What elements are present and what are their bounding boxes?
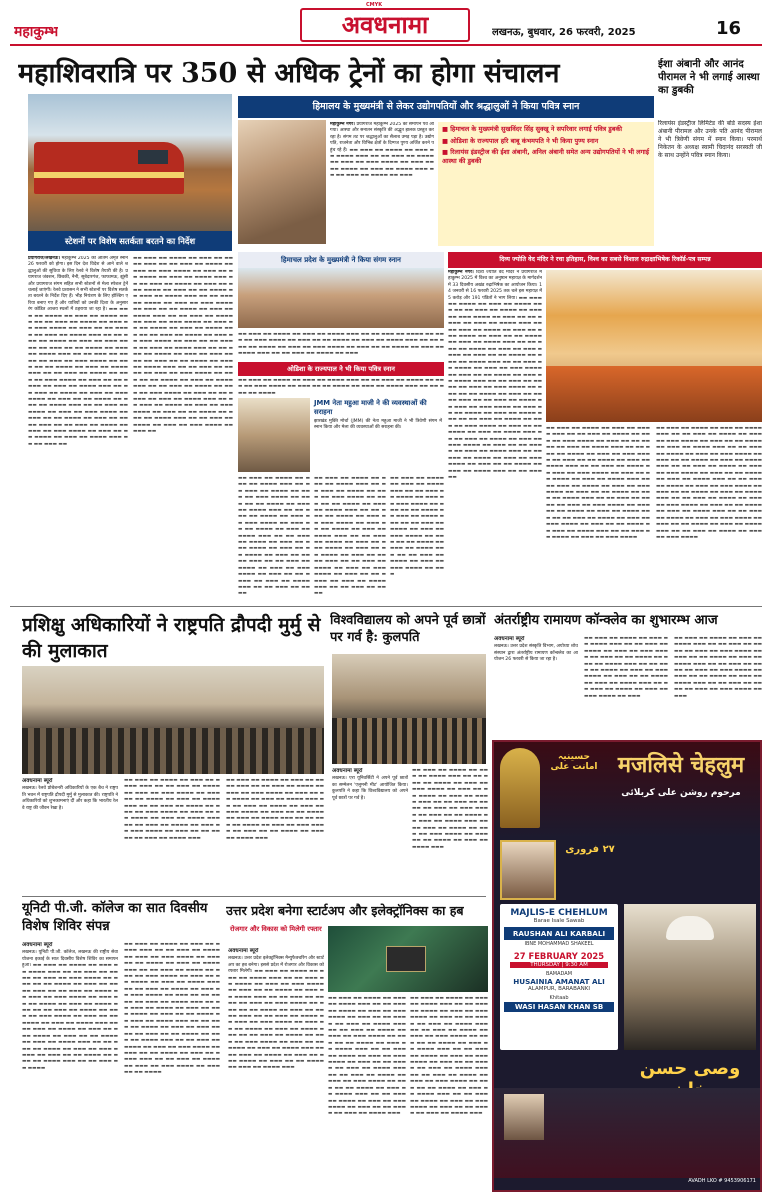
- odisha-caption: ओडिशा के राज्यपाल ने भी किया पवित्र स्नान: [287, 365, 395, 373]
- president-headline: प्रशिक्षु अधिकारियों ने राष्ट्रपति द्रौपदी मुर्मु से की मुलाकात: [22, 614, 321, 662]
- lead-body-col1: [28, 256, 128, 656]
- jmm-title: JMM नेता महुआ माजी ने की व्यवस्थाओं की सराहना: [314, 399, 427, 416]
- header-rule: [10, 44, 762, 46]
- odisha-text: ▬▬ ▬▬▬ ▬▬ ▬▬▬▬ ▬▬ ▬▬▬ ▬▬ ▬▬▬▬ ▬▬▬ ▬▬ ▬▬ ▬▬▬ ▬▬ ▬▬▬▬ ▬▬ ▬▬▬ ▬▬ ▬▬▬ ▬▬▬▬ ▬▬ ▬▬▬ ▬▬ ▬▬ ▬▬▬▬ ▬▬ ▬▬▬ ▬▬ ▬▬▬▬ ▬▬▬ ▬▬ ▬▬ ▬▬▬ ▬▬ ▬▬▬▬: [238, 378, 444, 396]
- dateline: लखनऊ, बुधवार, 26 फरवरी, 2025: [492, 27, 636, 38]
- highlight-text: ओडिशा के राज्यपाल हरि बाबू कंभमपति ने भी किया पुण्य स्नान: [450, 136, 599, 145]
- train-stripe: [34, 172, 184, 178]
- train-photo: [28, 94, 232, 231]
- highlight-item: ■ ओडिशा के राज्यपाल हरि बाबू कंभमपति ने भी किया पुण्य स्नान: [442, 136, 599, 145]
- guinness-banner-text: दिव्य ज्योति वेद मंदिर ने रचा इतिहास, विश्व का सबसे विशाल रुद्राक्षाभिषेक रिकॉर्ड-पत्र सम्पन्न: [499, 256, 711, 263]
- guinness-col3: ▬▬ ▬▬▬ ▬▬ ▬▬▬▬ ▬▬ ▬▬▬ ▬▬ ▬▬▬▬ ▬▬▬ ▬▬ ▬▬ ▬▬▬ ▬▬ ▬▬▬▬ ▬▬ ▬▬▬ ▬▬ ▬▬▬ ▬▬▬▬ ▬▬ ▬▬▬ ▬▬ ▬▬ ▬▬▬▬ ▬▬ ▬▬▬ ▬▬ ▬▬▬▬ ▬▬▬ ▬▬ ▬▬ ▬▬▬ ▬▬ ▬▬▬▬ ▬▬ ▬▬▬ ▬▬ ▬▬▬ ▬▬▬▬ ▬▬ ▬▬▬ ▬▬ ▬▬ ▬▬▬▬ ▬▬ ▬▬▬ ▬▬ ▬▬▬▬ ▬▬▬ ▬▬ ▬▬ ▬▬▬ ▬▬ ▬▬▬▬ ▬▬ ▬▬▬ ▬▬ ▬▬▬ ▬▬▬▬ ▬▬ ▬▬▬ ▬▬ ▬▬ ▬▬▬▬ ▬▬ ▬▬▬ ▬▬ ▬▬▬▬ ▬▬▬ ▬▬ ▬▬ ▬▬▬ ▬▬ ▬▬▬▬ ▬▬ ▬▬▬ ▬▬ ▬▬▬ ▬▬▬▬ ▬▬ ▬▬▬ ▬▬ ▬▬ ▬▬▬▬ ▬▬ ▬▬▬ ▬▬ ▬▬▬▬ ▬▬▬ ▬▬ ▬▬ ▬▬▬ ▬▬ ▬▬▬▬ ▬▬ ▬▬▬ ▬▬ ▬▬▬ ▬▬▬▬ ▬▬ ▬▬▬ ▬▬ ▬▬ ▬▬▬▬ ▬▬ ▬▬▬ ▬▬ ▬▬▬▬ ▬▬▬ ▬▬ ▬▬ ▬▬▬ ▬▬ ▬▬▬▬ ▬▬ ▬▬▬ ▬▬ ▬▬▬ ▬▬▬▬ ▬▬ ▬▬▬ ▬▬ ▬▬ ▬▬▬▬ ▬▬ ▬▬▬ ▬▬ ▬▬▬▬ ▬▬▬ ▬▬ ▬▬ ▬▬▬ ▬▬ ▬▬▬▬ ▬▬ ▬▬▬ ▬▬ ▬▬▬ ▬▬▬▬: [656, 426, 762, 540]
- himachal-headline-bar: [238, 96, 654, 118]
- himachal-lower-col3: ▬▬ ▬▬▬ ▬▬ ▬▬▬▬ ▬▬ ▬▬▬ ▬▬ ▬▬▬▬ ▬▬▬ ▬▬ ▬▬ ▬▬▬ ▬▬ ▬▬▬▬ ▬▬ ▬▬▬ ▬▬ ▬▬▬ ▬▬▬▬ ▬▬ ▬▬▬ ▬▬ ▬▬ ▬▬▬▬ ▬▬ ▬▬▬ ▬▬ ▬▬▬▬ ▬▬▬ ▬▬ ▬▬ ▬▬▬ ▬▬ ▬▬▬▬ ▬▬ ▬▬▬ ▬▬ ▬▬▬ ▬▬▬▬ ▬▬ ▬▬▬ ▬▬ ▬▬ ▬▬▬▬ ▬▬ ▬▬▬ ▬▬ ▬▬▬▬ ▬▬▬ ▬▬ ▬▬ ▬▬▬ ▬▬ ▬▬▬▬ ▬▬ ▬▬▬ ▬▬ ▬▬▬ ▬▬▬▬ ▬▬ ▬▬▬: [390, 476, 444, 578]
- guinness-byline: महाकुम्भ नगर।: [448, 270, 474, 275]
- president-col2: ▬▬ ▬▬▬ ▬▬ ▬▬▬▬ ▬▬ ▬▬▬ ▬▬ ▬▬▬▬ ▬▬▬ ▬▬ ▬▬ ▬▬▬ ▬▬ ▬▬▬▬ ▬▬ ▬▬▬ ▬▬ ▬▬▬ ▬▬▬▬ ▬▬ ▬▬▬ ▬▬ ▬▬ ▬▬▬▬ ▬▬ ▬▬▬ ▬▬ ▬▬▬▬ ▬▬▬ ▬▬ ▬▬ ▬▬▬ ▬▬ ▬▬▬▬ ▬▬ ▬▬▬ ▬▬ ▬▬▬ ▬▬▬▬ ▬▬ ▬▬▬ ▬▬ ▬▬ ▬▬▬▬ ▬▬ ▬▬▬ ▬▬ ▬▬▬▬ ▬▬▬ ▬▬ ▬▬ ▬▬▬ ▬▬ ▬▬▬▬ ▬▬ ▬▬▬ ▬▬ ▬▬▬ ▬▬▬▬ ▬▬ ▬▬▬ ▬▬ ▬▬ ▬▬▬▬ ▬▬ ▬▬▬ ▬▬ ▬▬▬▬ ▬▬▬: [124, 778, 220, 841]
- highlight-text: रिलायंस इंडस्ट्रीज की ईशा अंबानी, अनिल अंबानी समेत अन्य उद्योगपतियों ने भी लगाई आस्था की डुबकी: [442, 148, 649, 165]
- lead-body-col2: ▬▬ ▬▬▬ ▬▬ ▬▬▬▬ ▬▬ ▬▬▬ ▬▬ ▬▬▬▬ ▬▬▬ ▬▬ ▬▬ ▬▬▬ ▬▬ ▬▬▬▬ ▬▬ ▬▬▬ ▬▬ ▬▬▬ ▬▬▬▬ ▬▬ ▬▬▬ ▬▬ ▬▬ ▬▬▬▬ ▬▬ ▬▬▬ ▬▬ ▬▬▬▬ ▬▬▬ ▬▬ ▬▬ ▬▬▬ ▬▬ ▬▬▬▬ ▬▬ ▬▬▬ ▬▬ ▬▬▬ ▬▬▬▬ ▬▬ ▬▬▬ ▬▬ ▬▬ ▬▬▬▬ ▬▬ ▬▬▬ ▬▬ ▬▬▬▬ ▬▬▬ ▬▬ ▬▬ ▬▬▬ ▬▬ ▬▬▬▬ ▬▬ ▬▬▬ ▬▬ ▬▬▬ ▬▬▬▬ ▬▬ ▬▬▬ ▬▬ ▬▬ ▬▬▬▬ ▬▬ ▬▬▬ ▬▬ ▬▬▬▬ ▬▬▬ ▬▬ ▬▬ ▬▬▬ ▬▬ ▬▬▬▬ ▬▬ ▬▬▬ ▬▬ ▬▬▬ ▬▬▬▬ ▬▬ ▬▬▬ ▬▬ ▬▬ ▬▬▬▬ ▬▬ ▬▬▬ ▬▬ ▬▬▬▬ ▬▬▬ ▬▬ ▬▬ ▬▬▬ ▬▬ ▬▬▬▬ ▬▬ ▬▬▬ ▬▬ ▬▬▬ ▬▬▬▬ ▬▬ ▬▬▬ ▬▬ ▬▬ ▬▬▬▬ ▬▬ ▬▬▬ ▬▬ ▬▬▬▬ ▬▬▬ ▬▬ ▬▬ ▬▬▬ ▬▬ ▬▬▬▬ ▬▬ ▬▬▬ ▬▬ ▬▬▬ ▬▬▬▬ ▬▬ ▬▬▬ ▬▬ ▬▬ ▬▬▬▬ ▬▬ ▬▬▬ ▬▬ ▬▬▬▬ ▬▬▬ ▬▬ ▬▬ ▬▬▬ ▬▬ ▬▬▬▬ ▬▬ ▬▬▬ ▬▬ ▬▬▬ ▬▬▬▬ ▬▬ ▬▬▬ ▬▬ ▬▬ ▬▬▬▬ ▬▬ ▬▬▬ ▬▬ ▬▬▬▬ ▬▬▬ ▬▬ ▬▬ ▬▬▬ ▬▬ ▬▬▬▬ ▬▬ ▬▬▬ ▬▬ ▬▬▬ ▬▬▬▬ ▬▬ ▬▬▬ ▬▬ ▬▬ ▬▬▬▬ ▬▬ ▬▬▬ ▬▬ ▬▬▬▬ ▬▬▬ ▬▬ ▬▬ ▬▬▬ ▬▬ ▬▬▬▬ ▬▬ ▬▬▬ ▬▬ ▬▬▬ ▬▬▬▬ ▬▬ ▬▬▬ ▬▬ ▬▬ ▬▬▬▬ ▬▬ ▬▬▬ ▬▬ ▬▬▬▬ ▬▬▬ ▬▬ ▬▬ ▬▬▬ ▬▬ ▬▬▬▬ ▬▬ ▬▬▬ ▬▬ ▬▬▬ ▬▬▬▬ ▬▬ ▬▬▬ ▬▬: [133, 256, 233, 434]
- unity-body: लखनऊ। यूनिटी पी.जी. कॉलेज, लखनऊ की राष्ट्रीय सेवा योजना इकाई के सात दिवसीय विशेष शिविर का समापन हुआ।: [22, 950, 118, 969]
- ad-speaker-urdu: وصی حسن: [639, 1058, 741, 1079]
- column-filler: ▬▬ ▬▬▬ ▬▬ ▬▬▬▬ ▬▬ ▬▬▬ ▬▬ ▬▬▬▬ ▬▬▬ ▬▬ ▬▬ ▬▬▬ ▬▬ ▬▬▬▬ ▬▬ ▬▬▬ ▬▬ ▬▬▬ ▬▬▬▬ ▬▬ ▬▬▬ ▬▬ ▬▬ ▬▬▬▬ ▬▬ ▬▬▬ ▬▬ ▬▬▬▬ ▬▬▬ ▬▬ ▬▬ ▬▬▬ ▬▬ ▬▬▬▬ ▬▬ ▬▬▬ ▬▬ ▬▬▬ ▬▬▬▬ ▬▬ ▬▬▬ ▬▬ ▬▬ ▬▬▬▬ ▬▬ ▬▬▬ ▬▬ ▬▬▬▬ ▬▬▬ ▬▬ ▬▬ ▬▬▬ ▬▬ ▬▬▬▬ ▬▬ ▬▬▬ ▬▬ ▬▬▬ ▬▬▬▬ ▬▬ ▬▬▬ ▬▬ ▬▬ ▬▬▬▬ ▬▬ ▬▬▬ ▬▬ ▬▬▬▬ ▬▬▬ ▬▬ ▬▬ ▬▬▬ ▬▬ ▬▬▬▬ ▬▬ ▬▬▬ ▬▬ ▬▬▬ ▬▬▬▬ ▬▬ ▬▬▬ ▬▬ ▬▬ ▬▬▬▬ ▬▬ ▬▬▬ ▬▬ ▬▬▬▬ ▬▬▬ ▬▬ ▬▬ ▬▬▬ ▬▬ ▬▬▬▬ ▬▬ ▬▬▬ ▬▬ ▬▬▬ ▬▬▬▬ ▬▬ ▬▬▬ ▬▬ ▬▬ ▬▬▬▬ ▬▬ ▬▬▬ ▬▬ ▬▬▬▬ ▬▬▬ ▬▬ ▬▬ ▬▬▬ ▬▬ ▬▬▬▬ ▬▬ ▬▬▬ ▬▬ ▬▬▬ ▬▬▬▬ ▬▬ ▬▬▬ ▬▬ ▬▬ ▬▬▬▬ ▬▬ ▬▬▬ ▬▬ ▬▬▬▬ ▬▬▬ ▬▬ ▬▬ ▬▬▬ ▬▬ ▬▬▬▬ ▬▬ ▬▬▬ ▬▬ ▬▬▬ ▬▬▬▬ ▬▬ ▬▬▬ ▬▬ ▬▬ ▬▬▬▬ ▬▬ ▬▬▬ ▬▬ ▬▬▬▬ ▬▬▬ ▬▬ ▬▬ ▬▬▬ ▬▬: [28, 307, 128, 447]
- ramayan-body: लखनऊ। उत्तर प्रदेश संस्कृति विभाग, अयोध्या शोध संस्थान द्वारा अंतर्राष्ट्रीय रामायण कॉन्क्लेव का आयोजन 26 फरवरी से किया जा रहा है।: [494, 644, 578, 663]
- ad-footer: AVADH LKO # 9453906171: [688, 1178, 756, 1184]
- himachal-lower-col1: ▬▬ ▬▬▬ ▬▬ ▬▬▬▬ ▬▬ ▬▬▬ ▬▬ ▬▬▬▬ ▬▬▬ ▬▬ ▬▬ ▬▬▬ ▬▬ ▬▬▬▬ ▬▬ ▬▬▬ ▬▬ ▬▬▬ ▬▬▬▬ ▬▬ ▬▬▬ ▬▬ ▬▬ ▬▬▬▬ ▬▬ ▬▬▬ ▬▬ ▬▬▬▬ ▬▬▬ ▬▬ ▬▬ ▬▬▬ ▬▬ ▬▬▬▬ ▬▬ ▬▬▬ ▬▬ ▬▬▬ ▬▬▬▬ ▬▬ ▬▬▬ ▬▬ ▬▬ ▬▬▬▬ ▬▬ ▬▬▬ ▬▬ ▬▬▬▬ ▬▬▬ ▬▬ ▬▬ ▬▬▬ ▬▬ ▬▬▬▬ ▬▬ ▬▬▬ ▬▬ ▬▬▬ ▬▬▬▬ ▬▬ ▬▬▬ ▬▬ ▬▬ ▬▬▬▬ ▬▬ ▬▬▬ ▬▬ ▬▬▬▬ ▬▬▬ ▬▬ ▬▬ ▬▬▬ ▬▬ ▬▬▬▬ ▬▬ ▬▬▬ ▬▬ ▬▬▬ ▬▬▬▬ ▬▬ ▬▬▬ ▬▬ ▬▬ ▬▬▬▬ ▬▬ ▬▬▬ ▬▬ ▬▬▬▬ ▬▬▬ ▬▬ ▬▬ ▬▬▬ ▬▬ ▬▬▬▬: [238, 476, 310, 597]
- ad-turban: [666, 916, 714, 940]
- startup-col2: ▬▬ ▬▬▬ ▬▬ ▬▬▬▬ ▬▬ ▬▬▬ ▬▬ ▬▬▬▬ ▬▬▬ ▬▬ ▬▬ ▬▬▬ ▬▬ ▬▬▬▬ ▬▬ ▬▬▬ ▬▬ ▬▬▬ ▬▬▬▬ ▬▬ ▬▬▬ ▬▬ ▬▬ ▬▬▬▬ ▬▬ ▬▬▬ ▬▬ ▬▬▬▬ ▬▬▬ ▬▬ ▬▬ ▬▬▬ ▬▬ ▬▬▬▬ ▬▬ ▬▬▬ ▬▬ ▬▬▬ ▬▬▬▬ ▬▬ ▬▬▬ ▬▬ ▬▬ ▬▬▬▬ ▬▬ ▬▬▬ ▬▬ ▬▬▬▬ ▬▬▬ ▬▬ ▬▬ ▬▬▬ ▬▬ ▬▬▬▬ ▬▬ ▬▬▬ ▬▬ ▬▬▬ ▬▬▬▬ ▬▬ ▬▬▬ ▬▬ ▬▬ ▬▬▬▬ ▬▬ ▬▬▬ ▬▬ ▬▬▬▬ ▬▬▬ ▬▬ ▬▬ ▬▬▬ ▬▬ ▬▬▬▬ ▬▬ ▬▬▬ ▬▬ ▬▬▬ ▬▬▬▬ ▬▬ ▬▬▬ ▬▬ ▬▬ ▬▬▬▬ ▬▬ ▬▬▬ ▬▬ ▬▬▬▬ ▬▬▬ ▬▬ ▬▬ ▬▬▬ ▬▬ ▬▬▬▬ ▬▬ ▬▬▬ ▬▬ ▬▬▬ ▬▬▬▬ ▬▬ ▬▬▬ ▬▬ ▬▬ ▬▬▬▬ ▬▬ ▬▬▬ ▬▬ ▬▬▬▬ ▬▬▬: [328, 996, 406, 1117]
- isha-headline: ईशा अंबानी और आनंद पीरामल ने भी लगाई आस्था का डुबकी: [658, 59, 760, 96]
- ramayan-col1: [494, 636, 578, 736]
- ad-english-block: [500, 904, 618, 1050]
- section-divider: [22, 896, 486, 897]
- isha-body: रिलायंस इंडस्ट्रीज लिमिटेड की बोर्ड सदस्य ईशा अंबानी पीरामल और उनके पति आनंद पीरामल ने भी त्रिवेणी संगम में स्नान किया। परमार्थ निकेतन के अध्यक्ष स्वामी चिदानंद सरस्वती जी के साथ उन्होंने पवित्र स्नान किया।: [658, 120, 762, 159]
- lead-headline: महाशिवरात्रि पर 350 से अधिक ट्रेनों का होगा संचालन: [18, 58, 560, 89]
- masthead-title: अवधनामा: [341, 10, 429, 39]
- ad-en-name: RAUSHAN ALI KARBALI: [504, 927, 614, 940]
- jmm-body: झारखंड मुक्ति मोर्चा (JMM) की नेता महुआ माजी ने भी त्रिवेणी संगम में स्नान किया और मेला की व्यवस्थाओं की सराहना की।: [314, 419, 442, 431]
- university-body: लखनऊ। एरा यूनिवर्सिटी ने अपने पूर्व छात्रों का सम्मेलन 'एलुमनी मीट' आयोजित किया। कुलपति ने कहा कि विश्वविद्यालय को अपने पूर्व छात्रों पर गर्व है।: [332, 776, 408, 801]
- odisha-photo: [238, 398, 310, 472]
- university-byline: अवधनामा ब्यूरो: [332, 768, 363, 774]
- column-filler: ▬▬ ▬▬▬ ▬▬ ▬▬▬▬ ▬▬ ▬▬▬ ▬▬ ▬▬▬▬ ▬▬▬ ▬▬ ▬▬ ▬▬▬ ▬▬ ▬▬▬▬ ▬▬ ▬▬▬ ▬▬ ▬▬▬ ▬▬▬▬ ▬▬ ▬▬▬ ▬▬ ▬▬ ▬▬▬▬ ▬▬ ▬▬▬ ▬▬ ▬▬▬▬ ▬▬▬ ▬▬ ▬▬ ▬▬▬ ▬▬ ▬▬▬▬ ▬▬ ▬▬▬ ▬▬ ▬▬▬ ▬▬▬▬ ▬▬ ▬▬▬ ▬▬ ▬▬ ▬▬▬▬ ▬▬ ▬▬▬ ▬▬ ▬▬▬▬ ▬▬▬ ▬▬ ▬▬ ▬▬▬ ▬▬ ▬▬▬▬ ▬▬ ▬▬▬: [238, 332, 444, 357]
- train-window: [138, 150, 168, 164]
- startup-byline: अवधनामा ब्यूरो: [228, 948, 259, 954]
- ad-en-title: MAJLIS-E CHEHLUM: [510, 908, 608, 918]
- unity-col2: ▬▬ ▬▬▬ ▬▬ ▬▬▬▬ ▬▬ ▬▬▬ ▬▬ ▬▬▬▬ ▬▬▬ ▬▬ ▬▬ ▬▬▬ ▬▬ ▬▬▬▬ ▬▬ ▬▬▬ ▬▬ ▬▬▬ ▬▬▬▬ ▬▬ ▬▬▬ ▬▬ ▬▬ ▬▬▬▬ ▬▬ ▬▬▬ ▬▬ ▬▬▬▬ ▬▬▬ ▬▬ ▬▬ ▬▬▬ ▬▬ ▬▬▬▬ ▬▬ ▬▬▬ ▬▬ ▬▬▬ ▬▬▬▬ ▬▬ ▬▬▬ ▬▬ ▬▬ ▬▬▬▬ ▬▬ ▬▬▬ ▬▬ ▬▬▬▬ ▬▬▬ ▬▬ ▬▬ ▬▬▬ ▬▬ ▬▬▬▬ ▬▬ ▬▬▬ ▬▬ ▬▬▬ ▬▬▬▬ ▬▬ ▬▬▬ ▬▬ ▬▬ ▬▬▬▬ ▬▬ ▬▬▬ ▬▬ ▬▬▬▬ ▬▬▬ ▬▬ ▬▬ ▬▬▬ ▬▬ ▬▬▬▬ ▬▬ ▬▬▬ ▬▬ ▬▬▬ ▬▬▬▬ ▬▬ ▬▬▬ ▬▬ ▬▬ ▬▬▬▬ ▬▬ ▬▬▬ ▬▬ ▬▬▬▬ ▬▬▬ ▬▬ ▬▬ ▬▬▬ ▬▬ ▬▬▬▬ ▬▬ ▬▬▬ ▬▬ ▬▬▬ ▬▬▬▬ ▬▬ ▬▬▬ ▬▬ ▬▬ ▬▬▬▬ ▬▬ ▬▬▬ ▬▬ ▬▬▬▬ ▬▬▬ ▬▬ ▬▬ ▬▬▬ ▬▬ ▬▬▬▬ ▬▬ ▬▬▬ ▬▬ ▬▬▬ ▬▬▬▬ ▬▬ ▬▬▬ ▬▬ ▬▬ ▬▬▬▬ ▬▬ ▬▬▬ ▬▬ ▬▬▬▬ ▬▬▬ ▬▬ ▬▬ ▬▬▬ ▬▬ ▬▬▬▬ ▬▬ ▬▬▬ ▬▬ ▬▬▬ ▬▬▬▬ ▬▬ ▬▬▬ ▬▬ ▬▬ ▬▬▬▬: [124, 942, 220, 1076]
- column-filler: ▬▬ ▬▬▬ ▬▬ ▬▬▬▬ ▬▬ ▬▬▬ ▬▬ ▬▬▬▬ ▬▬▬ ▬▬ ▬▬ ▬▬▬ ▬▬ ▬▬▬▬ ▬▬ ▬▬▬ ▬▬ ▬▬▬ ▬▬▬▬ ▬▬ ▬▬▬ ▬▬ ▬▬ ▬▬▬▬ ▬▬ ▬▬▬ ▬▬ ▬▬▬▬ ▬▬▬ ▬▬ ▬▬ ▬▬▬ ▬▬ ▬▬▬▬ ▬▬ ▬▬▬ ▬▬ ▬▬▬ ▬▬▬▬ ▬▬ ▬▬▬ ▬▬ ▬▬ ▬▬▬▬ ▬▬ ▬▬▬ ▬▬ ▬▬▬▬ ▬▬▬ ▬▬ ▬▬ ▬▬▬ ▬▬ ▬▬▬▬ ▬▬ ▬▬▬ ▬▬ ▬▬▬ ▬▬▬▬ ▬▬ ▬▬▬ ▬▬ ▬▬ ▬▬▬▬ ▬▬ ▬▬▬ ▬▬ ▬▬▬▬ ▬▬▬ ▬▬ ▬▬ ▬▬▬ ▬▬ ▬▬▬▬ ▬▬ ▬▬▬ ▬▬ ▬▬▬ ▬▬▬▬ ▬▬ ▬▬▬ ▬▬ ▬▬ ▬▬▬▬ ▬▬ ▬▬▬ ▬▬ ▬▬▬▬ ▬▬▬ ▬▬ ▬▬ ▬▬▬ ▬▬ ▬▬▬▬ ▬▬ ▬▬▬ ▬▬ ▬▬▬ ▬▬▬▬ ▬▬ ▬▬▬ ▬▬ ▬▬ ▬▬▬▬ ▬▬ ▬▬▬ ▬▬ ▬▬▬▬ ▬▬▬ ▬▬ ▬▬ ▬▬▬ ▬▬ ▬▬▬▬: [22, 963, 118, 1071]
- startup-headline: उत्तर प्रदेश बनेगा स्टार्टअप और इलेक्ट्रॉनिक्स का हब: [226, 903, 464, 918]
- unity-byline: अवधनामा ब्यूरो: [22, 942, 53, 948]
- president-byline: अवधनामा ब्यूरो: [22, 778, 53, 784]
- unity-headline: यूनिटी पी.जी. कॉलेज का सात दिवसीय विशेष शिविर संपन्न: [22, 901, 208, 934]
- president-body: लखनऊ। रेलवे प्रोबेशनरी अधिकारियों के एक बैच ने राष्ट्रपति भवन में राष्ट्रपति द्रौपदी मुर्मु से मुलाकात की। राष्ट्रपति ने अधिकारियों को शुभकामनाएं दीं और कहा कि भारतीय रेलवे राष्ट्र की जीवन रेखा है।: [22, 786, 118, 811]
- himachal-byline: महाकुम्भ नगर।: [330, 122, 355, 127]
- ad-en-rel: IBNE MOHAMMAD SHAKEEL: [524, 941, 594, 947]
- ad-venue-label: BAMADAM: [545, 971, 573, 977]
- ad-small-portrait: [504, 1094, 544, 1140]
- lead-body-text: महाकुम्भ 2025 का अंतिम अमृत स्नान 26 फरवरी को होगा। इस दिन देश विदेश से आने वाले श्रद्धालुओं की सुविधा के लिए रेलवे ने विशेष तैयारी की है। प्रयागराज जंक्शन, छिवकी, नैनी, सूबेदारगंज, फाफामऊ, झूंसी और प्रयागराज संगम सहित सभी स्टेशनों से मेला स्पेशल ट्रेनें चलाई जाएंगी। रेलवे प्रशासन ने सभी स्टेशनों पर विशेष सतर्कता बरतने के निर्देश दिए हैं। भीड़ नियंत्रण के लिए होल्डिंग एरिया बनाए गए हैं और यात्रियों को उनकी दिशा के अनुसार रंग कोडित आश्रय स्थलों में ठहराया जा रहा है।: [28, 256, 128, 313]
- chehlum-advert: [492, 740, 762, 1192]
- ramayan-byline: अवधनामा ब्यूरो: [494, 636, 525, 642]
- ad-title-hindi: मजलिसे चेहलुम: [617, 752, 745, 778]
- university-col1: [332, 768, 408, 892]
- university-headline: विश्वविद्यालय को अपने पूर्व छात्रों पर गर्व है: कुलपति: [330, 613, 486, 645]
- ad-en-date: 27 FEBRUARY 2025: [513, 951, 605, 961]
- section-divider: [10, 606, 762, 607]
- himachal-photo-text: [238, 332, 444, 360]
- guinness-banner: [448, 252, 762, 268]
- himachal-crowd-photo: [238, 120, 326, 244]
- president-col3: ▬▬ ▬▬▬ ▬▬ ▬▬▬▬ ▬▬ ▬▬▬ ▬▬ ▬▬▬▬ ▬▬▬ ▬▬ ▬▬ ▬▬▬ ▬▬ ▬▬▬▬ ▬▬ ▬▬▬ ▬▬ ▬▬▬ ▬▬▬▬ ▬▬ ▬▬▬ ▬▬ ▬▬ ▬▬▬▬ ▬▬ ▬▬▬ ▬▬ ▬▬▬▬ ▬▬▬ ▬▬ ▬▬ ▬▬▬ ▬▬ ▬▬▬▬ ▬▬ ▬▬▬ ▬▬ ▬▬▬ ▬▬▬▬ ▬▬ ▬▬▬ ▬▬ ▬▬ ▬▬▬▬ ▬▬ ▬▬▬ ▬▬ ▬▬▬▬ ▬▬▬ ▬▬ ▬▬ ▬▬▬ ▬▬ ▬▬▬▬ ▬▬ ▬▬▬ ▬▬ ▬▬▬ ▬▬▬▬ ▬▬ ▬▬▬ ▬▬ ▬▬ ▬▬▬▬ ▬▬ ▬▬▬ ▬▬ ▬▬▬▬ ▬▬▬: [226, 778, 324, 841]
- startup-sub-text: रोजगार और विकास को मिलेगी रफ्तार: [230, 925, 322, 933]
- odisha-caption-bar: [238, 362, 444, 376]
- himachal-headline: हिमालय के मुख्यमंत्री से लेकर उद्योगपतियों और श्रद्धालुओं ने किया पवित्र स्नान: [312, 101, 580, 112]
- page-header: [0, 0, 770, 46]
- ad-portrait: [500, 840, 556, 900]
- ramayan-col3: ▬▬ ▬▬▬ ▬▬ ▬▬▬▬ ▬▬ ▬▬▬ ▬▬ ▬▬▬▬ ▬▬▬ ▬▬ ▬▬ ▬▬▬ ▬▬ ▬▬▬▬ ▬▬ ▬▬▬ ▬▬ ▬▬▬ ▬▬▬▬ ▬▬ ▬▬▬ ▬▬ ▬▬ ▬▬▬▬ ▬▬ ▬▬▬ ▬▬ ▬▬▬▬ ▬▬▬ ▬▬ ▬▬ ▬▬▬ ▬▬ ▬▬▬▬ ▬▬ ▬▬▬ ▬▬ ▬▬▬ ▬▬▬▬ ▬▬ ▬▬▬ ▬▬ ▬▬ ▬▬▬▬ ▬▬ ▬▬▬ ▬▬ ▬▬▬▬ ▬▬▬ ▬▬ ▬▬ ▬▬▬ ▬▬ ▬▬▬▬ ▬▬ ▬▬▬ ▬▬ ▬▬▬ ▬▬▬▬ ▬▬ ▬▬▬: [674, 636, 762, 699]
- ad-shrine-image: [500, 748, 540, 828]
- column-filler: ▬▬ ▬▬▬ ▬▬ ▬▬▬▬ ▬▬ ▬▬▬ ▬▬ ▬▬▬▬ ▬▬▬ ▬▬ ▬▬ ▬▬▬ ▬▬ ▬▬▬▬ ▬▬ ▬▬▬ ▬▬ ▬▬▬ ▬▬▬▬ ▬▬ ▬▬▬ ▬▬ ▬▬ ▬▬▬▬ ▬▬ ▬▬▬ ▬▬ ▬▬▬▬ ▬▬▬ ▬▬ ▬▬ ▬▬▬ ▬▬ ▬▬▬▬ ▬▬ ▬▬▬: [330, 147, 434, 179]
- ad-en-day: THURSDAY | 9:30 AM: [510, 962, 608, 968]
- startup-body: लखनऊ। उत्तर प्रदेश इलेक्ट्रॉनिक्स मैन्युफैक्चरिंग और स्टार्टअप का हब बनेगा। इससे प्रदेश में रोजगार और विकास को रफ्तार मिलेगी।: [228, 956, 324, 975]
- ad-cleric-portrait: [624, 904, 756, 1050]
- masthead-logo: [300, 8, 470, 42]
- ad-place: ALAMPUR, BARABANKI: [528, 986, 590, 992]
- ad-urdu-name: مرحوم روشن علی کربلائی: [621, 788, 741, 798]
- university-photo: [332, 654, 486, 764]
- university-col2: ▬▬ ▬▬▬ ▬▬ ▬▬▬▬ ▬▬ ▬▬▬ ▬▬ ▬▬▬▬ ▬▬▬ ▬▬ ▬▬ ▬▬▬ ▬▬ ▬▬▬▬ ▬▬ ▬▬▬ ▬▬ ▬▬▬ ▬▬▬▬ ▬▬ ▬▬▬ ▬▬ ▬▬ ▬▬▬▬ ▬▬ ▬▬▬ ▬▬ ▬▬▬▬ ▬▬▬ ▬▬ ▬▬ ▬▬▬ ▬▬ ▬▬▬▬ ▬▬ ▬▬▬ ▬▬ ▬▬▬ ▬▬▬▬ ▬▬ ▬▬▬ ▬▬ ▬▬ ▬▬▬▬ ▬▬ ▬▬▬ ▬▬ ▬▬▬▬ ▬▬▬ ▬▬ ▬▬ ▬▬▬ ▬▬ ▬▬▬▬ ▬▬ ▬▬▬ ▬▬ ▬▬▬ ▬▬▬▬ ▬▬ ▬▬▬ ▬▬ ▬▬ ▬▬▬▬ ▬▬ ▬▬▬ ▬▬ ▬▬▬▬ ▬▬▬: [412, 768, 488, 850]
- highlight-item: ■ रिलायंस इंडस्ट्रीज की ईशा अंबानी, अनिल अंबानी समेत अन्य उद्योगपतियों ने भी लगाई आस्था की डुबकी: [442, 148, 649, 165]
- section-label: महाकुम्भ: [14, 24, 59, 40]
- guinness-stage: [546, 366, 762, 422]
- lead-dateline: प्रयागराज/लखनऊ।: [28, 256, 60, 261]
- president-photo: [22, 666, 324, 774]
- ad-khitab: Khitaab: [549, 995, 569, 1001]
- lead-photo-caption: स्टेशनों पर विशेष सतर्कता बरतने का निर्देश: [64, 236, 196, 246]
- startup-photo: [328, 926, 488, 992]
- president-col1: [22, 778, 118, 892]
- highlight-text: हिमाचल के मुख्यमंत्री सुखविंदर सिंह सुक्खू ने सपरिवार लगाई पवित्र डुबकी: [450, 125, 623, 133]
- cmyk-marker: CMYK: [366, 2, 383, 8]
- column-filler: ▬▬ ▬▬▬ ▬▬ ▬▬▬▬ ▬▬ ▬▬▬ ▬▬ ▬▬▬▬ ▬▬▬ ▬▬ ▬▬ ▬▬▬ ▬▬ ▬▬▬▬ ▬▬ ▬▬▬ ▬▬ ▬▬▬ ▬▬▬▬ ▬▬ ▬▬▬ ▬▬ ▬▬ ▬▬▬▬ ▬▬ ▬▬▬ ▬▬ ▬▬▬▬ ▬▬▬ ▬▬ ▬▬ ▬▬▬ ▬▬ ▬▬▬▬ ▬▬ ▬▬▬ ▬▬ ▬▬▬ ▬▬▬▬ ▬▬ ▬▬▬ ▬▬ ▬▬ ▬▬▬▬ ▬▬ ▬▬▬ ▬▬ ▬▬▬▬ ▬▬▬ ▬▬ ▬▬ ▬▬▬ ▬▬ ▬▬▬▬ ▬▬ ▬▬▬ ▬▬ ▬▬▬ ▬▬▬▬ ▬▬ ▬▬▬ ▬▬ ▬▬ ▬▬▬▬ ▬▬ ▬▬▬ ▬▬ ▬▬▬▬ ▬▬▬ ▬▬ ▬▬ ▬▬▬ ▬▬ ▬▬▬▬ ▬▬ ▬▬▬ ▬▬ ▬▬▬ ▬▬▬▬ ▬▬ ▬▬▬ ▬▬ ▬▬ ▬▬▬▬ ▬▬ ▬▬▬ ▬▬ ▬▬▬▬ ▬▬▬ ▬▬ ▬▬ ▬▬▬ ▬▬ ▬▬▬▬ ▬▬ ▬▬▬ ▬▬ ▬▬▬ ▬▬▬▬ ▬▬ ▬▬▬ ▬▬ ▬▬ ▬▬▬▬ ▬▬ ▬▬▬ ▬▬ ▬▬▬▬ ▬▬▬: [228, 969, 324, 1071]
- ad-venue: HUSAINIA AMANAT ALI: [513, 977, 605, 986]
- ad-en-sub: Barae Isale Sawab: [533, 918, 585, 924]
- lead-photo-caption-bar: [28, 231, 232, 251]
- ad-speaker: WASI HASAN KHAN SB: [504, 1002, 614, 1012]
- startup-col1: [228, 948, 324, 1192]
- page-number: 16: [716, 18, 742, 39]
- column-filler: ▬▬ ▬▬▬ ▬▬ ▬▬▬▬ ▬▬ ▬▬▬ ▬▬ ▬▬▬▬ ▬▬▬ ▬▬ ▬▬ ▬▬▬ ▬▬ ▬▬▬▬ ▬▬ ▬▬▬ ▬▬ ▬▬▬ ▬▬▬▬ ▬▬ ▬▬▬ ▬▬ ▬▬ ▬▬▬▬ ▬▬ ▬▬▬ ▬▬ ▬▬▬▬ ▬▬▬ ▬▬ ▬▬ ▬▬▬ ▬▬ ▬▬▬▬ ▬▬ ▬▬▬ ▬▬ ▬▬▬ ▬▬▬▬ ▬▬ ▬▬▬ ▬▬ ▬▬ ▬▬▬▬ ▬▬ ▬▬▬ ▬▬ ▬▬▬▬ ▬▬▬ ▬▬ ▬▬ ▬▬▬ ▬▬ ▬▬▬▬ ▬▬ ▬▬▬ ▬▬ ▬▬▬ ▬▬▬▬ ▬▬ ▬▬▬ ▬▬ ▬▬ ▬▬▬▬ ▬▬ ▬▬▬ ▬▬ ▬▬▬▬ ▬▬▬ ▬▬ ▬▬ ▬▬▬ ▬▬ ▬▬▬▬ ▬▬ ▬▬▬ ▬▬ ▬▬▬ ▬▬▬▬ ▬▬ ▬▬▬ ▬▬ ▬▬ ▬▬▬▬ ▬▬ ▬▬▬ ▬▬ ▬▬▬▬ ▬▬▬ ▬▬ ▬▬ ▬▬▬ ▬▬ ▬▬▬▬ ▬▬ ▬▬▬ ▬▬ ▬▬▬ ▬▬▬▬ ▬▬ ▬▬▬ ▬▬ ▬▬ ▬▬▬▬ ▬▬ ▬▬▬ ▬▬ ▬▬▬▬ ▬▬▬ ▬▬ ▬▬ ▬▬▬ ▬▬ ▬▬▬▬ ▬▬ ▬▬▬ ▬▬ ▬▬▬ ▬▬▬▬ ▬▬ ▬▬▬ ▬▬ ▬▬ ▬▬▬▬ ▬▬ ▬▬▬ ▬▬ ▬▬▬▬ ▬▬▬ ▬▬ ▬▬ ▬▬▬ ▬▬ ▬▬▬▬ ▬▬ ▬▬▬ ▬▬ ▬▬▬ ▬▬▬▬ ▬▬ ▬▬▬ ▬▬ ▬▬ ▬▬▬▬ ▬▬ ▬▬▬ ▬▬ ▬▬▬▬ ▬▬▬ ▬▬ ▬▬ ▬▬▬ ▬▬ ▬▬▬▬ ▬▬ ▬▬▬ ▬▬ ▬▬▬ ▬▬▬▬ ▬▬ ▬▬▬ ▬▬ ▬▬ ▬▬▬▬ ▬▬ ▬▬▬ ▬▬ ▬▬▬▬ ▬▬▬ ▬▬ ▬▬ ▬▬▬ ▬▬ ▬▬▬▬ ▬▬ ▬▬▬ ▬▬ ▬▬▬ ▬▬▬▬ ▬▬ ▬▬▬ ▬▬ ▬▬ ▬▬▬▬ ▬▬ ▬▬▬ ▬▬ ▬▬▬▬ ▬▬▬ ▬▬ ▬▬ ▬▬▬ ▬▬: [448, 295, 542, 480]
- guinness-body-text: दिव्य ज्योति वेद मंदिर ने प्रयागराज महाकुम्भ 2025 में विश्व का अनुष्ठान महायज्ञ के मार्गदर्शन में 33 दिवसीय अखंड रुद्राभिषेक का आयोजन किया। 14 जनवरी से 16 फरवरी 2025 तक चले इस महायज्ञ में 5 करोड़ और 191 पंडितों ने भाग लिया।: [448, 270, 542, 301]
- guinness-photo: [546, 270, 762, 422]
- jmm-box: [312, 398, 444, 472]
- university-photo-row: [332, 718, 486, 764]
- startup-sub: [228, 924, 324, 946]
- himachal-body: [330, 122, 434, 262]
- himachal-photo-caption: हिमाचल प्रदेश के मुख्यमंत्री ने किया संगम स्नान: [281, 256, 401, 264]
- ad-date-urdu: ۲۷ فروری: [565, 844, 615, 855]
- unity-col1: [22, 942, 118, 1192]
- himachal-group-photo: [238, 268, 444, 328]
- himachal-lower-col2: ▬▬ ▬▬▬ ▬▬ ▬▬▬▬ ▬▬ ▬▬▬ ▬▬ ▬▬▬▬ ▬▬▬ ▬▬ ▬▬ ▬▬▬ ▬▬ ▬▬▬▬ ▬▬ ▬▬▬ ▬▬ ▬▬▬ ▬▬▬▬ ▬▬ ▬▬▬ ▬▬ ▬▬ ▬▬▬▬ ▬▬ ▬▬▬ ▬▬ ▬▬▬▬ ▬▬▬ ▬▬ ▬▬ ▬▬▬ ▬▬ ▬▬▬▬ ▬▬ ▬▬▬ ▬▬ ▬▬▬ ▬▬▬▬ ▬▬ ▬▬▬ ▬▬ ▬▬ ▬▬▬▬ ▬▬ ▬▬▬ ▬▬ ▬▬▬▬ ▬▬▬ ▬▬ ▬▬ ▬▬▬ ▬▬ ▬▬▬▬ ▬▬ ▬▬▬ ▬▬ ▬▬▬ ▬▬▬▬ ▬▬ ▬▬▬ ▬▬ ▬▬ ▬▬▬▬ ▬▬ ▬▬▬ ▬▬ ▬▬▬▬ ▬▬▬ ▬▬ ▬▬ ▬▬▬ ▬▬ ▬▬▬▬ ▬▬ ▬▬▬ ▬▬ ▬▬▬ ▬▬▬▬ ▬▬ ▬▬▬ ▬▬ ▬▬ ▬▬▬▬ ▬▬ ▬▬▬ ▬▬ ▬▬▬▬ ▬▬▬ ▬▬ ▬▬ ▬▬▬ ▬▬ ▬▬▬▬: [314, 476, 386, 597]
- circuit-chip: [386, 946, 426, 972]
- himachal-photo-caption-bar: [238, 252, 444, 268]
- himachal-highlights: [438, 122, 654, 246]
- guinness-col2: ▬▬ ▬▬▬ ▬▬ ▬▬▬▬ ▬▬ ▬▬▬ ▬▬ ▬▬▬▬ ▬▬▬ ▬▬ ▬▬ ▬▬▬ ▬▬ ▬▬▬▬ ▬▬ ▬▬▬ ▬▬ ▬▬▬ ▬▬▬▬ ▬▬ ▬▬▬ ▬▬ ▬▬ ▬▬▬▬ ▬▬ ▬▬▬ ▬▬ ▬▬▬▬ ▬▬▬ ▬▬ ▬▬ ▬▬▬ ▬▬ ▬▬▬▬ ▬▬ ▬▬▬ ▬▬ ▬▬▬ ▬▬▬▬ ▬▬ ▬▬▬ ▬▬ ▬▬ ▬▬▬▬ ▬▬ ▬▬▬ ▬▬ ▬▬▬▬ ▬▬▬ ▬▬ ▬▬ ▬▬▬ ▬▬ ▬▬▬▬ ▬▬ ▬▬▬ ▬▬ ▬▬▬ ▬▬▬▬ ▬▬ ▬▬▬ ▬▬ ▬▬ ▬▬▬▬ ▬▬ ▬▬▬ ▬▬ ▬▬▬▬ ▬▬▬ ▬▬ ▬▬ ▬▬▬ ▬▬ ▬▬▬▬ ▬▬ ▬▬▬ ▬▬ ▬▬▬ ▬▬▬▬ ▬▬ ▬▬▬ ▬▬ ▬▬ ▬▬▬▬ ▬▬ ▬▬▬ ▬▬ ▬▬▬▬ ▬▬▬ ▬▬ ▬▬ ▬▬▬ ▬▬ ▬▬▬▬ ▬▬ ▬▬▬ ▬▬ ▬▬▬ ▬▬▬▬ ▬▬ ▬▬▬ ▬▬ ▬▬ ▬▬▬▬ ▬▬ ▬▬▬ ▬▬ ▬▬▬▬ ▬▬▬ ▬▬ ▬▬ ▬▬▬ ▬▬ ▬▬▬▬ ▬▬ ▬▬▬ ▬▬ ▬▬▬ ▬▬▬▬ ▬▬ ▬▬▬ ▬▬ ▬▬ ▬▬▬▬ ▬▬ ▬▬▬ ▬▬ ▬▬▬▬ ▬▬▬ ▬▬ ▬▬ ▬▬▬ ▬▬ ▬▬▬▬ ▬▬ ▬▬▬ ▬▬ ▬▬▬ ▬▬▬▬: [546, 426, 650, 540]
- president-photo-row: [22, 728, 324, 774]
- highlight-item: ■ हिमाचल के मुख्यमंत्री सुखविंदर सिंह सुक्खू ने सपरिवार लगाई पवित्र डुबकी: [442, 125, 623, 133]
- ramayan-col2: ▬▬ ▬▬▬ ▬▬ ▬▬▬▬ ▬▬ ▬▬▬ ▬▬ ▬▬▬▬ ▬▬▬ ▬▬ ▬▬ ▬▬▬ ▬▬ ▬▬▬▬ ▬▬ ▬▬▬ ▬▬ ▬▬▬ ▬▬▬▬ ▬▬ ▬▬▬ ▬▬ ▬▬ ▬▬▬▬ ▬▬ ▬▬▬ ▬▬ ▬▬▬▬ ▬▬▬ ▬▬ ▬▬ ▬▬▬ ▬▬ ▬▬▬▬ ▬▬ ▬▬▬ ▬▬ ▬▬▬ ▬▬▬▬ ▬▬ ▬▬▬ ▬▬ ▬▬ ▬▬▬▬ ▬▬ ▬▬▬ ▬▬ ▬▬▬▬ ▬▬▬ ▬▬ ▬▬ ▬▬▬ ▬▬ ▬▬▬▬ ▬▬ ▬▬▬ ▬▬ ▬▬▬ ▬▬▬▬ ▬▬ ▬▬▬: [584, 636, 668, 699]
- ad-urdu-header: حسینیہ امانت علی: [550, 752, 598, 772]
- startup-col3: ▬▬ ▬▬▬ ▬▬ ▬▬▬▬ ▬▬ ▬▬▬ ▬▬ ▬▬▬▬ ▬▬▬ ▬▬ ▬▬ ▬▬▬ ▬▬ ▬▬▬▬ ▬▬ ▬▬▬ ▬▬ ▬▬▬ ▬▬▬▬ ▬▬ ▬▬▬ ▬▬ ▬▬ ▬▬▬▬ ▬▬ ▬▬▬ ▬▬ ▬▬▬▬ ▬▬▬ ▬▬ ▬▬ ▬▬▬ ▬▬ ▬▬▬▬ ▬▬ ▬▬▬ ▬▬ ▬▬▬ ▬▬▬▬ ▬▬ ▬▬▬ ▬▬ ▬▬ ▬▬▬▬ ▬▬ ▬▬▬ ▬▬ ▬▬▬▬ ▬▬▬ ▬▬ ▬▬ ▬▬▬ ▬▬ ▬▬▬▬ ▬▬ ▬▬▬ ▬▬ ▬▬▬ ▬▬▬▬ ▬▬ ▬▬▬ ▬▬ ▬▬ ▬▬▬▬ ▬▬ ▬▬▬ ▬▬ ▬▬▬▬ ▬▬▬ ▬▬ ▬▬ ▬▬▬ ▬▬ ▬▬▬▬ ▬▬ ▬▬▬ ▬▬ ▬▬▬ ▬▬▬▬ ▬▬ ▬▬▬ ▬▬ ▬▬ ▬▬▬▬ ▬▬ ▬▬▬ ▬▬ ▬▬▬▬ ▬▬▬ ▬▬ ▬▬ ▬▬▬ ▬▬ ▬▬▬▬ ▬▬ ▬▬▬ ▬▬ ▬▬▬ ▬▬▬▬ ▬▬ ▬▬▬ ▬▬ ▬▬ ▬▬▬▬ ▬▬ ▬▬▬ ▬▬ ▬▬▬▬ ▬▬▬: [410, 996, 488, 1117]
- himachal-body-text: प्रयागराज महाकुम्भ 2025 का समापन पर्व आ गया। आस्था और सनातन संस्कृति की अद्भुत झलक प्रस्तुत कर रहा है। संगम तट पर श्रद्धालुओं का सैलाब उमड़ पड़ा है। उद्योगपति, राजनेता और विभिन्न क्षेत्रों के दिग्गज पुण्य अर्जित करने पहुंच रहे हैं।: [330, 122, 434, 153]
- guinness-body: [448, 270, 542, 646]
- ramayan-headline: अंतर्राष्ट्रीय रामायण कॉन्क्लेव का शुभारम्भ आज: [494, 613, 718, 628]
